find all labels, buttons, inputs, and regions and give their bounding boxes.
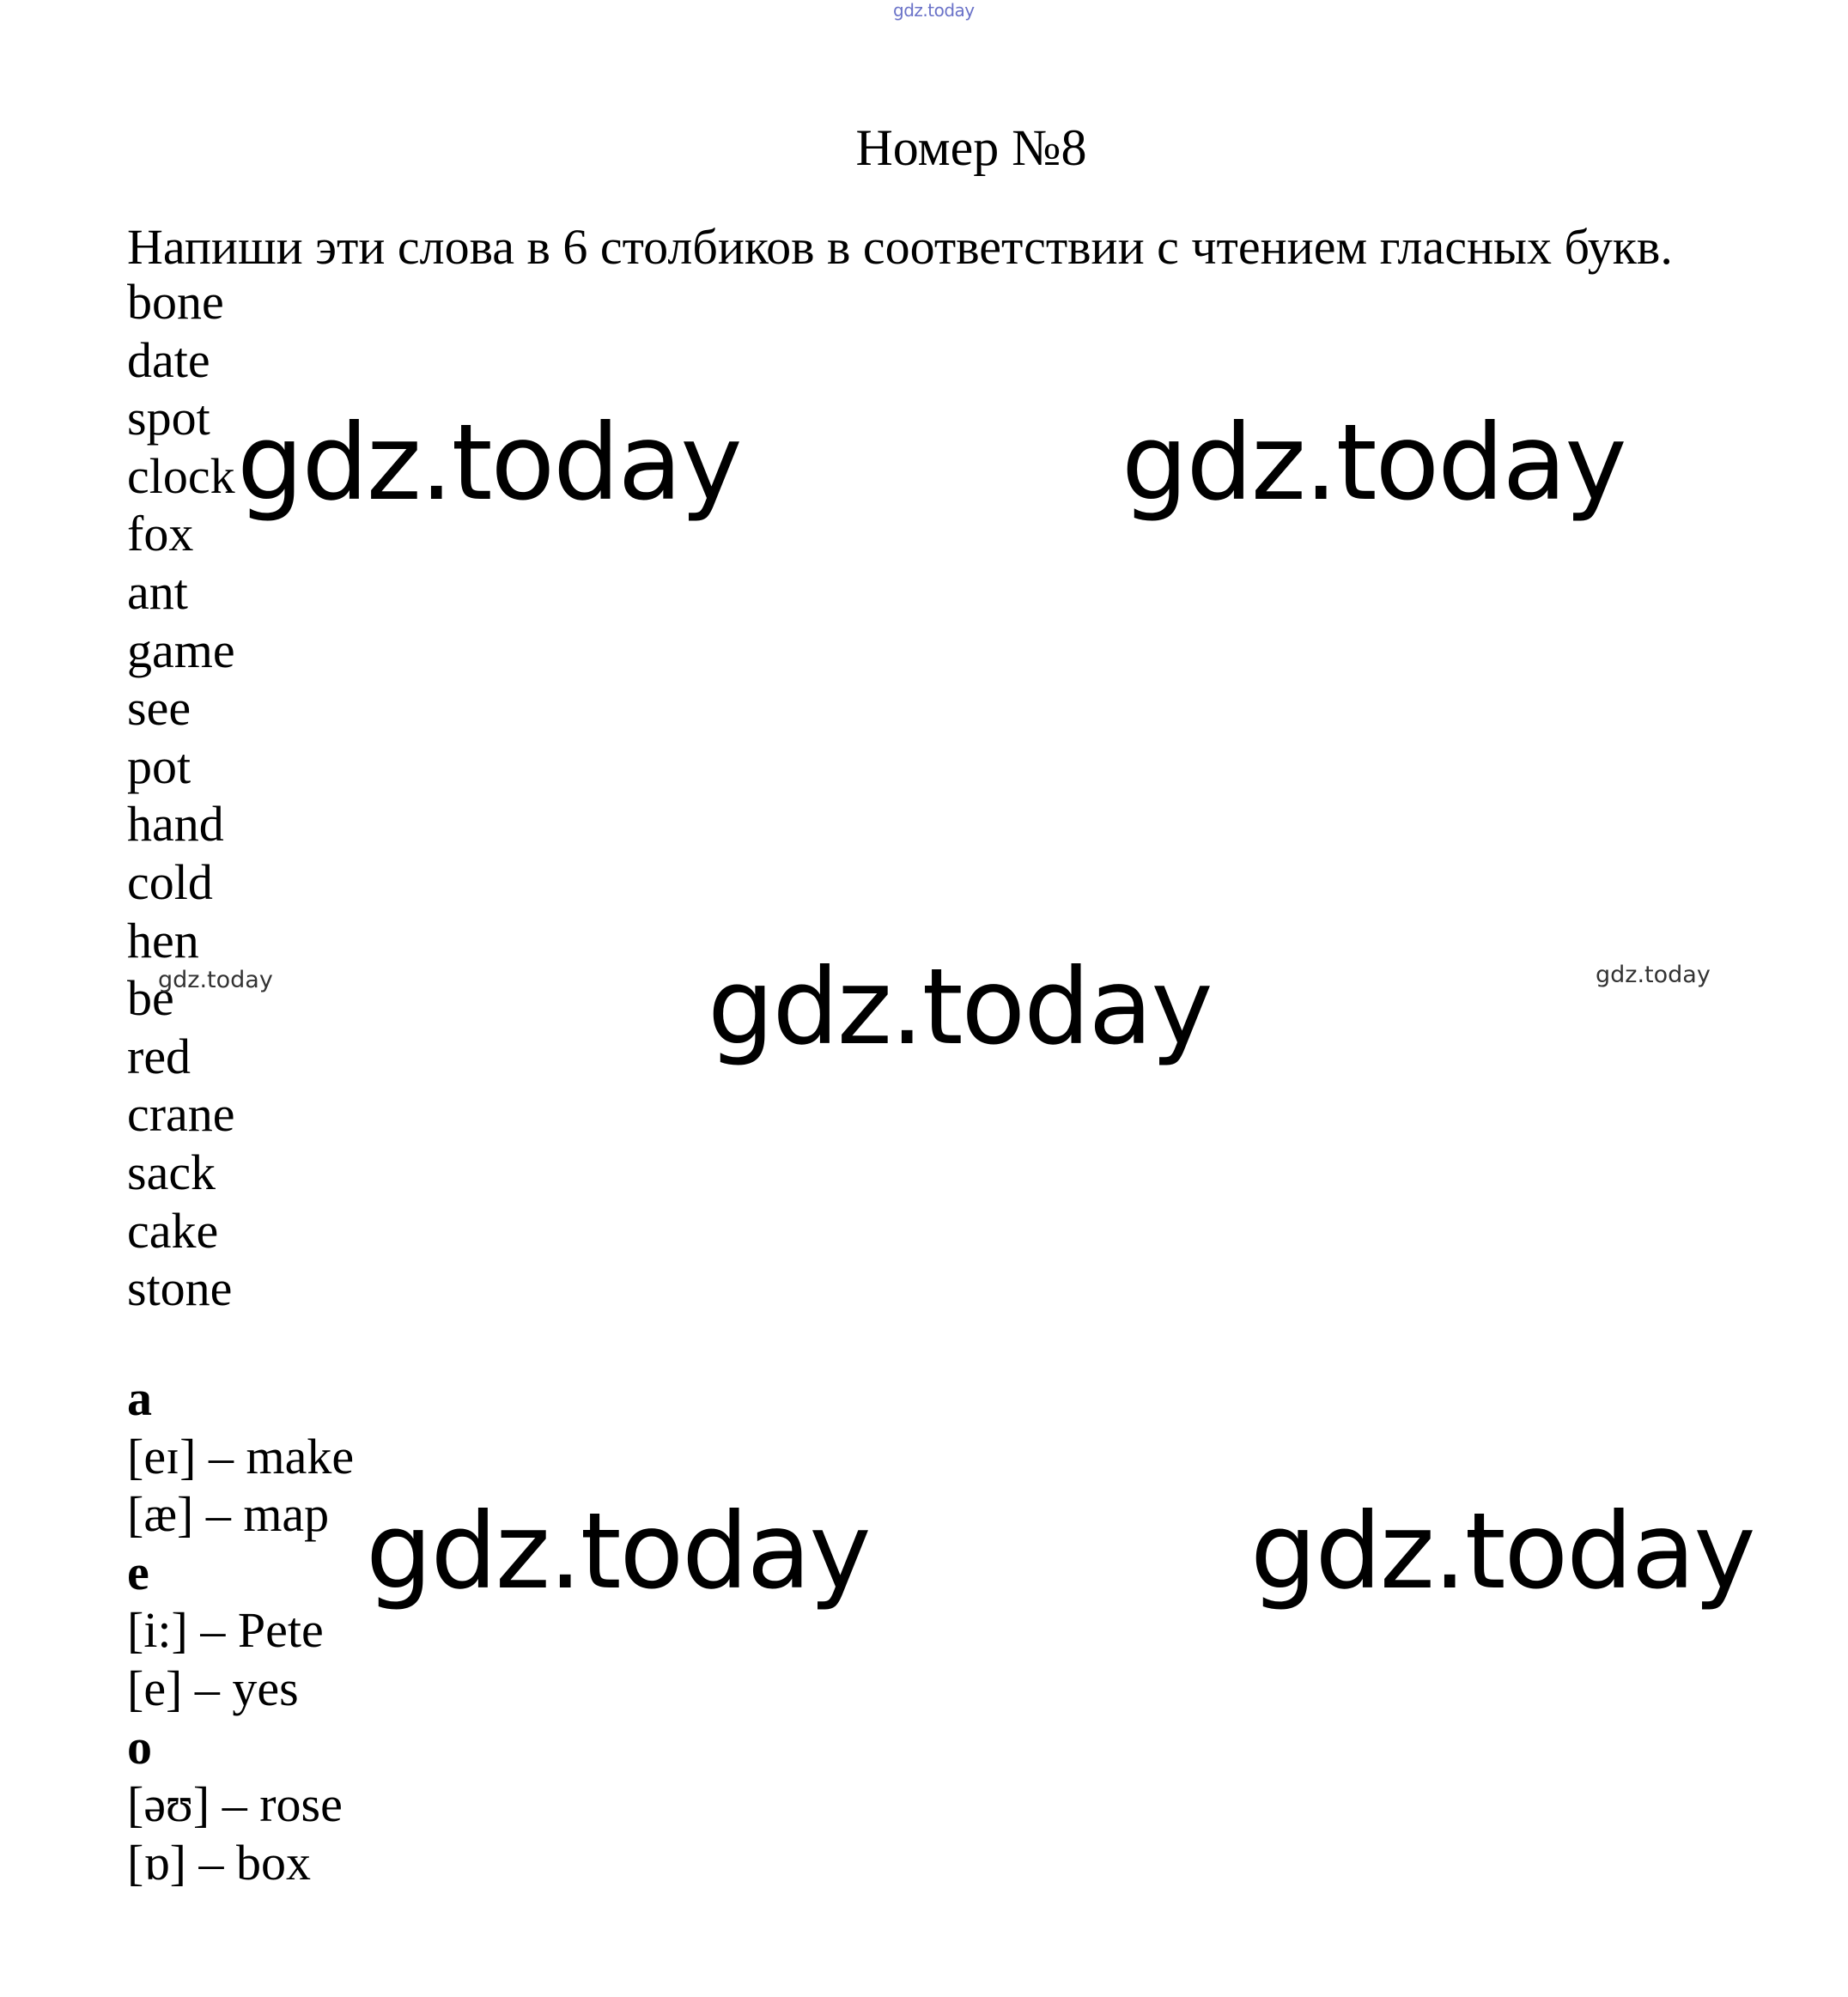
- word-item: stone: [127, 1260, 233, 1317]
- word-item: cake: [127, 1202, 219, 1259]
- vowel-rule: [ɒ] – box: [127, 1834, 311, 1891]
- vowel-key: [127, 1369, 354, 1891]
- watermark: gdz.today: [1250, 1490, 1754, 1612]
- word-item: cold: [127, 853, 213, 910]
- vowel-letter-a: a: [127, 1370, 152, 1426]
- vowel-rule: [əʊ] – rose: [127, 1776, 343, 1833]
- word-item: game: [127, 622, 235, 678]
- word-item: hand: [127, 796, 224, 853]
- word-item: be: [127, 970, 174, 1027]
- page-title: Номер №8: [855, 119, 1087, 176]
- word-item: see: [127, 680, 191, 737]
- vowel-rule: [e] – yes: [127, 1660, 299, 1716]
- word-item: red: [127, 1028, 191, 1084]
- task-instruction: Напиши эти слова в 6 столбиков в соответствии с чтением гласных букв.: [127, 219, 1673, 275]
- watermark: gdz.today: [708, 946, 1212, 1068]
- vowel-rule: [eɪ] – make: [127, 1428, 355, 1484]
- vowel-rule: [i:] – Pete: [127, 1602, 324, 1659]
- word-item: hen: [127, 912, 199, 968]
- word-item: spot: [127, 390, 210, 446]
- watermark: gdz.today: [1122, 402, 1626, 524]
- word-item: ant: [127, 563, 188, 620]
- word-item: date: [127, 331, 210, 388]
- top-watermark: gdz.today: [893, 0, 975, 21]
- word-item: pot: [127, 737, 191, 794]
- word-list: [127, 273, 235, 1318]
- word-item: fox: [127, 506, 194, 562]
- watermark: gdz.today: [1596, 962, 1711, 988]
- word-item: clock: [127, 447, 235, 504]
- vowel-letter-e: e: [127, 1544, 149, 1600]
- word-item: sack: [127, 1144, 216, 1200]
- vowel-letter-o: o: [127, 1718, 152, 1775]
- watermark: gdz.today: [158, 967, 273, 993]
- word-item: bone: [127, 274, 224, 330]
- watermark: gdz.today: [237, 402, 741, 524]
- vowel-rule: [æ] – map: [127, 1486, 330, 1543]
- word-item: crane: [127, 1086, 235, 1143]
- watermark: gdz.today: [366, 1490, 870, 1612]
